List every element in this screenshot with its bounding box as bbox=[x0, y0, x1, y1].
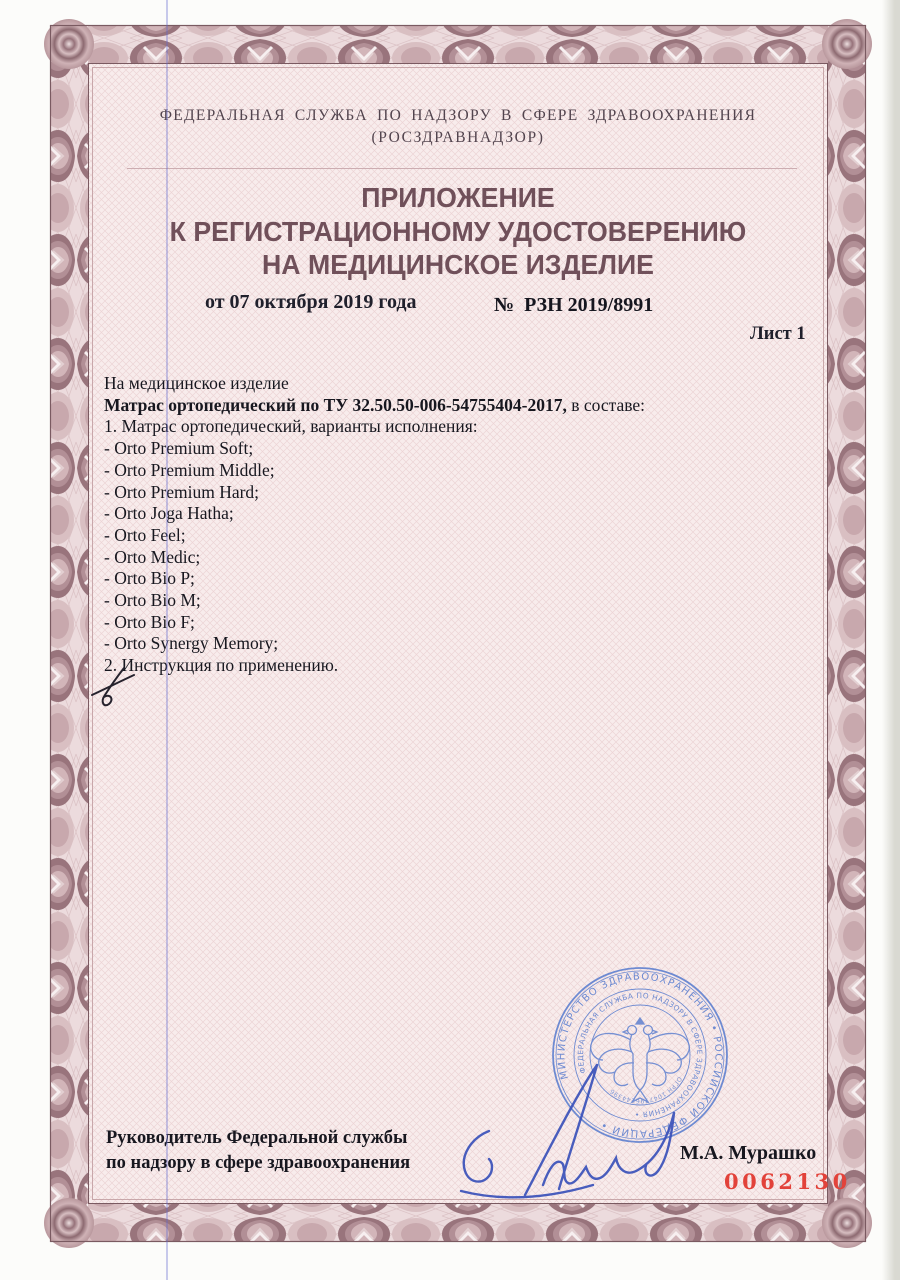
variant-item: - Orto Joga Hatha; bbox=[104, 503, 234, 524]
stamp-outer-ring-text: МИНИСТЕРСТВО ЗДРАВООХРАНЕНИЯ • РОССИЙСКОЙ ФЕДЕРАЦИИ • bbox=[556, 971, 724, 1139]
device-description bbox=[104, 373, 724, 677]
signer-name: М.А. Мурашко bbox=[680, 1142, 817, 1164]
stamp-inner-ring-text: ФЕДЕРАЛЬНАЯ СЛУЖБА ПО НАДЗОРУ В СФЕРЕ ЗДРАВООХРАНЕНИЯ • bbox=[575, 990, 705, 1120]
corner-rosette bbox=[44, 19, 94, 69]
document-title bbox=[99, 181, 817, 282]
variant-list bbox=[104, 438, 724, 655]
stamp-ogrn-text: ОГРН 1047796244396 bbox=[608, 1075, 683, 1105]
product-name-bold: Матрас ортопедический по ТУ 32.50.50-006-54755404-2017, bbox=[104, 394, 567, 415]
variant-item: - Orto Bio P; bbox=[104, 568, 195, 589]
signer-position-line-1: Руководитель Федеральной службы bbox=[106, 1128, 408, 1148]
variant-item: - Orto Bio M; bbox=[104, 590, 201, 611]
corner-rosette bbox=[822, 19, 872, 69]
sheet-number: Лист 1 bbox=[750, 324, 806, 344]
header-divider bbox=[127, 168, 797, 169]
corner-rosette bbox=[822, 1198, 872, 1248]
variant-item: - Orto Medic; bbox=[104, 546, 201, 567]
list-item-2: 2. Инструкция по применению. bbox=[104, 655, 339, 676]
signature-ink bbox=[445, 1055, 715, 1205]
registration-date: от 07 октября 2019 года bbox=[205, 291, 417, 313]
title-line-2: К РЕГИСТРАЦИОННОМУ УДОСТОВЕРЕНИЮ bbox=[169, 215, 747, 247]
agency-short-name: (РОСЗДРАВНАДЗОР) bbox=[371, 129, 545, 146]
variant-item: - Orto Premium Soft; bbox=[104, 438, 254, 459]
paraph-mark bbox=[88, 664, 140, 714]
signer-position bbox=[106, 1126, 410, 1175]
product-rest: в составе: bbox=[566, 394, 646, 415]
list-item-1: 1. Матрас ортопедический, варианты исполнения: bbox=[104, 416, 478, 437]
variant-item: - Orto Synergy Memory; bbox=[104, 633, 279, 654]
scan-edge-shadow bbox=[882, 0, 900, 1280]
title-line-3: НА МЕДИЦИНСКОЕ ИЗДЕЛИЕ bbox=[262, 249, 654, 280]
form-serial-number: 0062130 bbox=[724, 1169, 851, 1194]
scan-crease-line bbox=[166, 0, 168, 1280]
signer-position-line-2: по надзору в сфере здравоохранения bbox=[106, 1152, 411, 1173]
title-line-1: ПРИЛОЖЕНИЕ bbox=[361, 182, 555, 213]
variant-item: - Orto Bio F; bbox=[104, 611, 195, 632]
agency-name: ФЕДЕРАЛЬНАЯ СЛУЖБА ПО НАДЗОРУ В СФЕРЕ ЗДРАВООХРАНЕНИЯ bbox=[159, 107, 757, 124]
variant-item: - Orto Premium Hard; bbox=[104, 481, 260, 502]
variant-item: - Orto Premium Middle; bbox=[104, 459, 275, 480]
registration-number: № РЗН 2019/8991 bbox=[494, 294, 654, 316]
intro-line: На медицинское изделие bbox=[104, 373, 289, 393]
corner-rosette bbox=[44, 1198, 94, 1248]
product-line bbox=[104, 395, 724, 417]
variant-item: - Orto Feel; bbox=[104, 524, 186, 545]
